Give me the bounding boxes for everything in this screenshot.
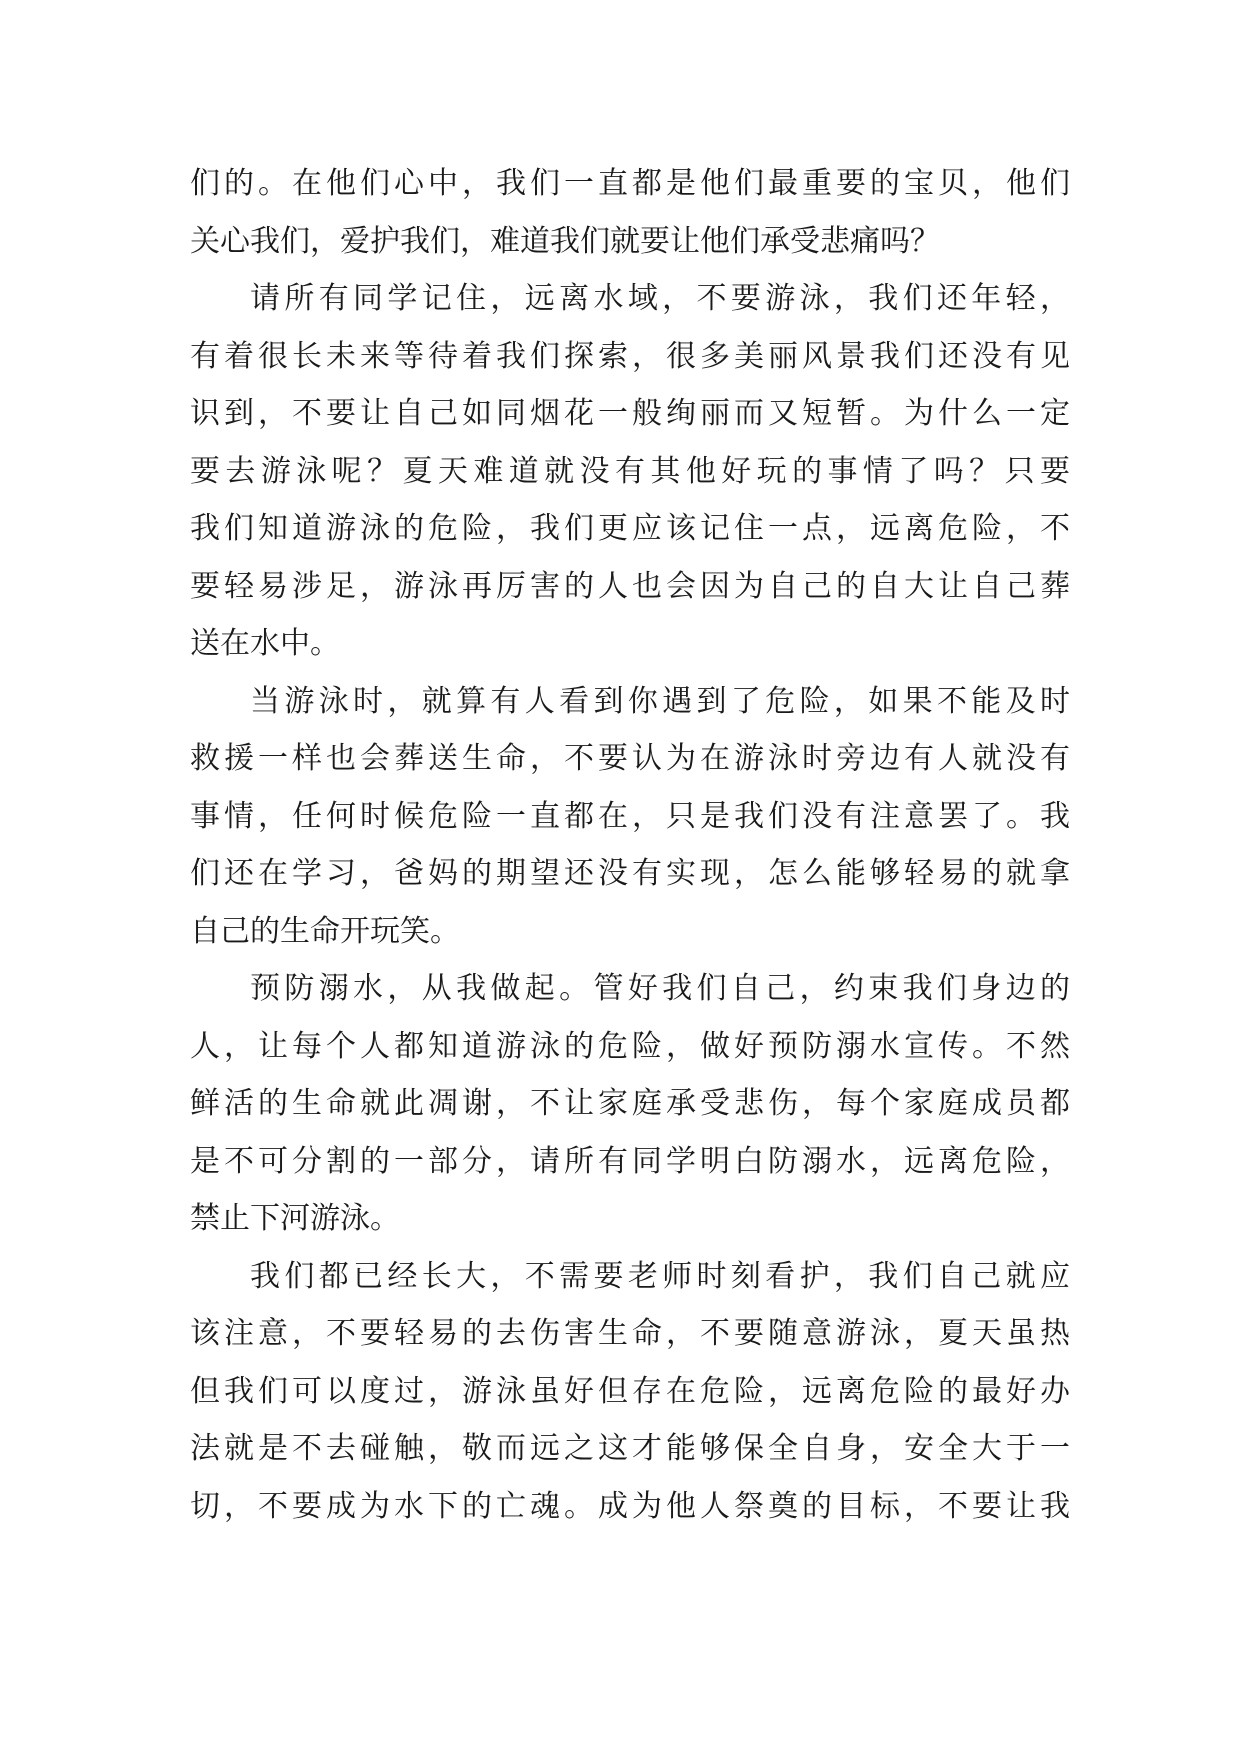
text-line: 人，让每个人都知道游泳的危险，做好预防溺水宣传。不然 bbox=[190, 1028, 1070, 1064]
text-line: 事情，任何时候危险一直都在，只是我们没有注意罢了。我 bbox=[190, 798, 1070, 834]
text-line: 们还在学习，爸妈的期望还没有实现，怎么能够轻易的就拿 bbox=[190, 856, 1070, 891]
paragraph-first-line: 请所有同学记住，远离水域，不要游泳，我们还年轻， bbox=[250, 281, 1070, 316]
text-line: 鲜活的生命就此凋谢，不让家庭承受悲伤，每个家庭成员都 bbox=[190, 1086, 1070, 1121]
text-line: 们的。在他们心中，我们一直都是他们最重要的宝贝，他们 bbox=[190, 166, 1070, 201]
paragraph-first-line: 当游泳时，就算有人看到你遇到了危险，如果不能及时 bbox=[250, 683, 1070, 719]
text-line: 自己的生命开玩笑。 bbox=[190, 913, 460, 949]
text-line: 法就是不去碰触，敬而远之这才能够保全自身，安全大于一 bbox=[190, 1431, 1070, 1466]
text-line: 该注意，不要轻易的去伤害生命，不要随意游泳，夏天虽热 bbox=[190, 1316, 1070, 1351]
text-line: 我们知道游泳的危险，我们更应该记住一点，远离危险，不 bbox=[190, 511, 1070, 546]
text-line: 有着很长未来等待着我们探索，很多美丽风景我们还没有见 bbox=[190, 338, 1070, 374]
text-line: 但我们可以度过，游泳虽好但存在危险，远离危险的最好办 bbox=[190, 1373, 1070, 1409]
text-line: 送在水中。 bbox=[190, 626, 340, 661]
body-text bbox=[190, 155, 1070, 1535]
text-line: 识到，不要让自己如同烟花一般绚丽而又短暂。为什么一定 bbox=[190, 396, 1070, 431]
text-line: 是不可分割的一部分，请所有同学明白防溺水，远离危险， bbox=[190, 1143, 1070, 1179]
text-line: 要去游泳呢？夏天难道就没有其他好玩的事情了吗？只要 bbox=[190, 453, 1070, 489]
text-line: 禁止下河游泳。 bbox=[190, 1201, 400, 1236]
text-line: 切，不要成为水下的亡魂。成为他人祭奠的目标，不要让我 bbox=[190, 1488, 1070, 1524]
text-line: 救援一样也会葬送生命，不要认为在游泳时旁边有人就没有 bbox=[190, 741, 1070, 776]
text-line: 关心我们，爱护我们，难道我们就要让他们承受悲痛吗？ bbox=[190, 223, 940, 259]
text-line: 要轻易涉足，游泳再厉害的人也会因为自己的自大让自己葬 bbox=[190, 568, 1070, 604]
paragraph-first-line: 预防溺水，从我做起。管好我们自己，约束我们身边的 bbox=[250, 971, 1070, 1006]
paragraph-first-line: 我们都已经长大，不需要老师时刻看护，我们自己就应 bbox=[250, 1258, 1070, 1294]
